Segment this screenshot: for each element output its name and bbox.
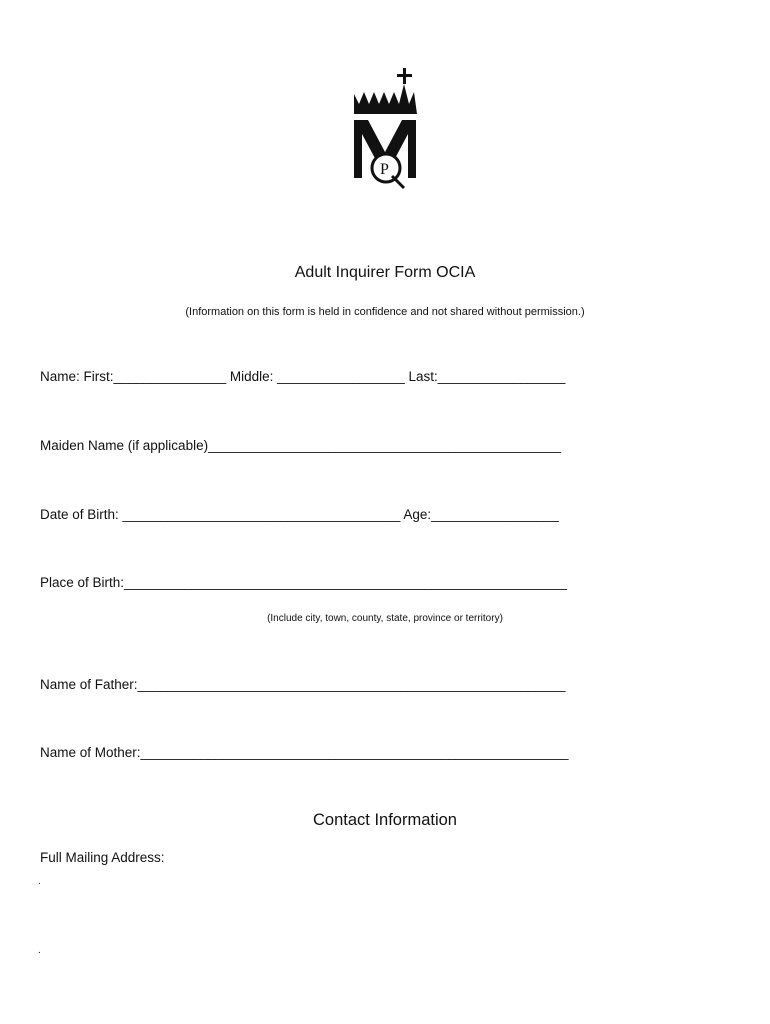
address-line-mark[interactable]: .	[38, 876, 41, 887]
maiden-name-field-line[interactable]: Maiden Name (if applicable)_______________________________________________	[40, 438, 561, 453]
contact-heading: Contact Information	[313, 811, 457, 829]
place-of-birth-hint: (Include city, town, county, state, province or territory)	[267, 613, 503, 624]
father-name-field-line[interactable]: Name of Father:_________________________________________________________	[40, 677, 566, 692]
mailing-address-label: Full Mailing Address:	[40, 850, 165, 865]
form-title: Adult Inquirer Form OCIA	[294, 264, 476, 281]
place-of-birth-field-line[interactable]: Place of Birth:___________________________________________________________	[40, 575, 568, 590]
mother-name-field-line[interactable]: Name of Mother:_________________________________________________________	[40, 745, 569, 760]
name-field-line[interactable]: Name: First:_______________ Middle: _________________ Last:_________________	[40, 369, 566, 384]
confidentiality-note: (Information on this form is held in confidence and not shared without permission.)	[185, 306, 585, 318]
dob-age-field-line[interactable]: Date of Birth: _____________________________________ Age:_________________	[40, 507, 559, 522]
cross-icon	[397, 68, 412, 84]
monogram-logo	[350, 68, 420, 190]
address-line-mark[interactable]: .	[38, 945, 41, 956]
crown-icon	[354, 84, 417, 114]
logo-letter: P	[380, 161, 389, 178]
